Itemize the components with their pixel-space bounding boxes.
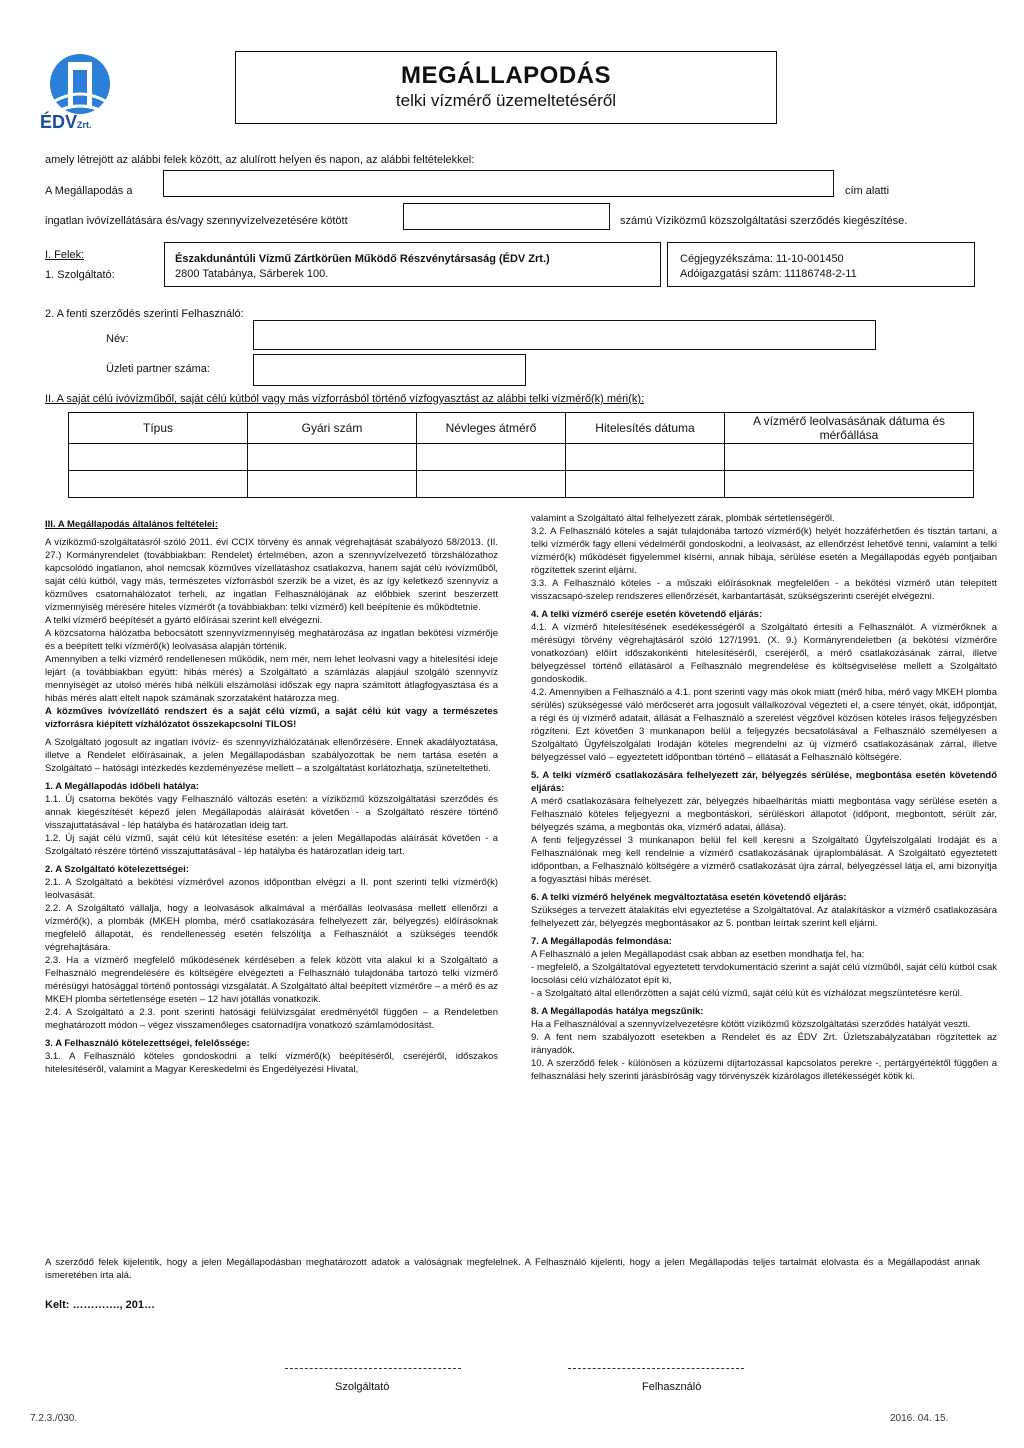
provider-box — [164, 242, 661, 287]
terms-left-paragraph: 1. A Megállapodás időbeli hatálya: — [45, 781, 199, 792]
edv-logo — [38, 48, 122, 138]
terms-left-paragraph: 2. A Szolgáltató kötelezettségei: — [45, 864, 189, 875]
contract-number-field[interactable] — [403, 203, 610, 230]
user-signature-label: Felhasználó — [642, 1381, 702, 1393]
user-heading: 2. A fenti szerződés szerinti Felhasználó: — [45, 308, 244, 320]
terms-left-paragraph: 3.1. A Felhasználó köteles gondoskodni a telki vízmérő(k) beépítéséről, cseréjéről, időszakos hitelesítéséről, valamint a Magyar Kereskedelmi és Engedélyezési Hivatal, — [45, 1051, 498, 1075]
cell-serial[interactable] — [248, 471, 417, 498]
cell-reading[interactable] — [725, 471, 974, 498]
terms-left-paragraph: 2.3. Ha a vízmérő megfelelő működésének kérdésében a felek között vita alakul ki a Szolgáltató a Felhasználó megrendelésére és költségére elvégezteti a Felhasználó tulajdonába tartozó telki vízmérő mérésügyi hatósággal történő pontossági vizsgálatát. A Szolgáltató által beépített vízmérőre – a mérő és az MKEH plomba sértetlensége esetén – 12 havi jótállás vonatkozik. — [45, 955, 498, 1005]
cell-type[interactable] — [69, 444, 248, 471]
cell-certification-date[interactable] — [566, 444, 725, 471]
terms-right-paragraph: 3.3. A Felhasználó köteles - a műszaki előírásoknak megfelelően - a bekötési vízmérő után telepített visszacsapó-szelep rendszeres ellenőrzését, karbantartását, szükségszerinti cseréjét elvégezni. — [531, 578, 997, 602]
table-row — [69, 471, 974, 498]
terms-right-paragraph: 7. A Megállapodás felmondása: — [531, 936, 672, 947]
terms-right-paragraph: A mérő csatlakozására felhelyezett zár, bélyegzés hibaelhárítás miatti megbontása vagy sérülése esetén a Felhasználó köteles feljegyezni a megbontáskori, sérüléskori állapotot (időpont, megbontott, sérült zár, bélyegzés száma, a megbontás oka, vízmérő adatai, állása). — [531, 796, 997, 833]
terms-right-paragraph: 9. A fent nem szabályozott esetekben a Rendelet és az ÉDV Zrt. Üzletszabályzatában rögzítettek az irányadók. — [531, 1032, 997, 1056]
terms-left-paragraph: A telki vízmérő beépítését a gyártó előírásai szerint kell elvégezni. — [45, 615, 323, 626]
terms-left-paragraph: 1.1. Új csatorna bekötés vagy Felhasználó változás esetén: a víziközmű közszolgáltatási szerződés és annak kiegészítését képező jelen Megállapodás aláírását követően - a Szolgáltató részére történő visszajuttatásával - lép hatályba és határozatlan ideig tart. — [45, 794, 498, 831]
logo-suffix: Zrt. — [77, 120, 92, 130]
company-reg-number: Cégjegyzékszáma: 11-10-001450 — [680, 253, 844, 265]
terms-right-paragraph: 10. A szerződő felek - különösen a közüzemi díjtartozással kapcsolatos perekre -, pertárgyértéktől függően a felhasználási hely szerinti járásbíróság vagy törvényszék kizárólagos illetékességét kötik ki. — [531, 1058, 997, 1082]
terms-left-paragraph: Amennyiben a telki vízmérő rendellenesen működik, nem mér, nem lehet leolvasni vagy a hitelesítési ideje lejárt (a továbbiakban együtt: hibás mérés) a Szolgáltató a számlázás alapjául szolgáló szennyvíz mennyiségét az utolsó mérés hibá nélküli elszámolási időszak egy napra számított átlagfogyasztása és a hibás mérés alatt eltelt napok számának szorzataként határozza meg. — [45, 654, 498, 704]
terms-right-paragraph: 3.2. A Felhasználó köteles a saját tulajdonába tartozó vízmérő(k) helyét hozzáférhetően és tisztán tartani, a telki vízmérők fagy elleni védelméről gondoskodni, a leolvasást, az ellenőrzést lehetővé tenni, valamint a telki vízmérő(k) működését figyelemmel kísérni, annak hibája, sérülése esetén a Megállapodás egyéb pontjaiban rögzítettek szerint eljárni. — [531, 526, 997, 576]
terms-left-paragraph: 1.2. Új saját célú vízmű, saját célú kút létesítése esetén: a jelen Megállapodás aláírását követően - a Szolgáltató részére történő visszajuttatásával - lép hatályba és határozatlan ideig tart. — [45, 833, 498, 857]
terms-right-paragraph: A Felhasználó a jelen Megállapodást csak abban az esetben mondhatja fel, ha: — [531, 949, 865, 960]
meter-table-header — [69, 413, 974, 444]
form-date: 2016. 04. 15. — [890, 1413, 949, 1424]
terms-left-column — [45, 518, 498, 1258]
terms-left-paragraph: III. A Megállapodás általános feltételei: — [45, 519, 218, 530]
terms-right-paragraph: A fenti feljegyzéssel 3 munkanapon belül fel kell keresni a Szolgáltató Ügyfélszolgálati Irodáját és a Felhasználónak meg kell rendelnie a vízmérő csatlakozásának újraplombálását. A Szolgáltató egyeztetett időpontban, a Felhasználó költségére a vízmérő csatlakozását újra zárral, bélyegzéssel látja el, ami bizonyítja a fogyasztási hibás mérését. — [531, 835, 997, 885]
terms-left-paragraph: 2.1. A Szolgáltató a bekötési vízmérővel azonos időpontban elvégzi a II. pont szerinti telki vízmérő(k) leolvasását. — [45, 877, 498, 901]
closing-statement: A szerződő felek kijelentik, hogy a jelen Megállapodásban meghatározott adatok a valóságnak megfelelnek. A Felhasználó kijelenti, hogy a jelen Megállapodás teljes tartalmát elolvasta és a Megállapodást annak ismeretében írta alá. — [45, 1257, 980, 1281]
terms-right-paragraph: 4.1. A vízmérő hitelesítésének esedékességéről a Szolgáltató értesíti a Felhasználót. A vízmérőknek a mérésügyi törvény végrehajtásáról szóló 127/1991. (X. 9.) Kormányrendeletben (a bekötési vízmérőre vonatkozóan) előírt időszakonkénti hitelesítéséről, cseréjéről, a mérő csatlakozásának zárral, illetve bélyegzéssel történő ellátásáról a Felhasználó megrendelése és költségviselése mellett a Szolgáltató gondoskodik. — [531, 622, 997, 685]
section-2-title — [45, 392, 644, 406]
terms-right-paragraph: 4.2. Amennyiben a Felhasználó a 4.1. pont szerinti vagy más okok miatt (mérő hiba, mérő vagy MKEH plomba sérülés) szükségessé váló mérőcserét arra jogosult vállalkozóval végezteti el, a csere tényét, okát, időpontját, a régi és új vízmérő adatait, állását a Felhasználó a szerelést végzővel közösen köteles írásos feljegyzésben rögzíteni. Ezt követően 3 munkanapon belül a feljegyzés becsatolásával a Felhasználó személyesen a Szolgáltató Ügyfélszolgálati Irodáján köteles megrendelni az új vízmérő csatlakozásának zárral, illetve bélyegzéssel való – egyeztetett időpontban történő – ellátását a Felhasználó költségére. — [531, 687, 997, 763]
terms-left-paragraph: A közcsatorna hálózatba bebocsátott szennyvízmennyiség meghatározása az ingatlan bekötési vízmérője és a beépített telki vízmérő(k) leolvasása alapján történik. — [45, 628, 498, 652]
table-row — [69, 444, 974, 471]
cell-certification-date[interactable] — [566, 471, 725, 498]
form-code: 7.2.3./030. — [30, 1413, 78, 1424]
provider-ids-box — [667, 242, 975, 287]
logo-text: ÉDV — [40, 112, 78, 132]
user-name-label: Név: — [106, 333, 129, 345]
provider-signature-line — [285, 1368, 461, 1369]
page-subtitle: telki vízmérő üzemeltetéséről — [395, 91, 617, 110]
cell-type[interactable] — [69, 471, 248, 498]
terms-right-paragraph: - megfelelő, a Szolgáltatóval egyeztetett tervdokumentáció szerint a saját célú vízműből, saját célú kútból csak locsolási célú vízhálózatot épít ki, — [531, 962, 997, 986]
cell-reading[interactable] — [725, 444, 974, 471]
terms-left-paragraph: A Szolgáltató jogosult az ingatlan ivóvíz- és szennyvízhálózatának ellenőrzésére. Ennek akadályoztatása, illetve a Rendelet előírásainak, a jelen Megállapodásban szabályozottak be nem tartása esetén a Szolgáltató – hatósági intézkedés kezdeményezése mellett – a szolgáltatást korlátozhatja, szüneteltetheti. — [45, 737, 498, 774]
user-signature-line — [568, 1368, 744, 1369]
terms-left-paragraph: A közműves ivóvízellátó rendszert és a saját célú vízmű, a saját célú kút vagy a természetes vízforrásra kiépített vízhálózatot összekapcsolni TILOS! — [45, 706, 498, 730]
user-name-field[interactable] — [253, 320, 876, 350]
date-line: Kelt: …………., 201… — [45, 1299, 156, 1311]
tax-number: Adóigazgatási szám: 11186748-2-11 — [680, 268, 857, 280]
terms-left-paragraph: 2.2. A Szolgáltató vállalja, hogy a leolvasások alkalmával a mérőállás leolvasása mellett ellenőrzi a vízmérő(k), a plombák (MKEH plomba, mérő csatlakozására felhelyezett zár, bélyegzés) előírásoknak megfelelő állapotát, és rendellenesség esetén felszólítja a Felhasználót a szükséges teendők végrehajtására. — [45, 903, 498, 953]
col-type: Típus — [69, 413, 248, 444]
terms-right-paragraph: 6. A telki vízmérő helyének megváltoztatása esetén követendő eljárás: — [531, 892, 847, 903]
title-box — [235, 51, 777, 124]
parties-heading: I. Felek: — [45, 249, 85, 261]
terms-right-paragraph: valamint a Szolgáltató által felhelyezett zárak, plombák sértetlenségéről. — [531, 513, 835, 524]
cell-serial[interactable] — [248, 444, 417, 471]
intro-text: amely létrejött az alábbi felek között, az alulírott helyen és napon, az alábbi feltételekkel: — [45, 154, 475, 166]
terms-right-paragraph: Szükséges a tervezett átalakítás elvi egyeztetése a Szolgáltatóval. Az átalakításkor a vízmérő csatlakozására felhelyezett zár, bélyegzés megbontásakor az 5. pontban leírtak szerint kell eljárni. — [531, 905, 997, 929]
cell-diameter[interactable] — [417, 444, 566, 471]
terms-left-paragraph: 3. A Felhasználó kötelezettségei, felelőssége: — [45, 1038, 250, 1049]
terms-right-paragraph: Ha a Felhasználóval a szennyvízelvezetésre kötött víziközmű közszolgáltatási szerződés hatályát veszti. — [531, 1019, 971, 1030]
page-title: MEGÁLLAPODÁS — [401, 62, 611, 89]
agreement-address-label: A Megállapodás a — [45, 185, 133, 197]
terms-left-paragraph: A víziközmű-szolgáltatásról szóló 2011. évi CCIX törvény és annak végrehajtását szabályozó 58/2013. (II. 27.) Kormányrendelet (továbbiakban: Rendelet) értelmében, azon a szennyvízelvezető törzshálózathoz kapcsolódó ingatlanon, ahol nemcsak közműves vízellátáshoz csatlakozva, hanem saját célú ivóvízműből, saját célú kútból, vagy más, természetes vízforrásból szerzik be a vizet, és az így keletkező szennyvíz a közműves csatornahálózatot terheli, az ingatlan Felhasználójának az előbbiek szerint beszerzett vízmennyiség mérésére hiteles vízmérőt (a továbbiakban: telki vízmérő) kell beépítenie és működtetnie. — [45, 537, 498, 613]
col-serial: Gyári szám — [248, 413, 417, 444]
agreement-address-field[interactable] — [163, 170, 834, 197]
partner-number-field[interactable] — [253, 354, 526, 386]
col-certification-date: Hitelesítés dátuma — [566, 413, 725, 444]
agreement-address-suffix: cím alatti — [845, 185, 890, 197]
provider-signature-label: Szolgáltató — [335, 1381, 390, 1393]
terms-right-paragraph: - a Szolgáltató által ellenőrzötten a saját célú vízmű, saját célú kút és vízhálózat megszüntetésre kerül. — [531, 988, 963, 999]
terms-right-paragraph: 5. A telki vízmérő csatlakozására felhelyezett zár, bélyegzés sérülése, megbontása esetén követendő eljárás: — [531, 770, 997, 794]
terms-left-paragraph: 2.4. A Szolgáltató a 2.3. pont szerinti hatósági felülvizsgálat eredményétől függően – a Rendeletben meghatározott módon – végez visszamenőleges csatornadíjra vonatkozó számlamódosítást. — [45, 1007, 498, 1031]
meter-table — [68, 412, 974, 498]
col-reading: A vízmérő leolvasásának dátuma és mérőállása — [725, 413, 974, 444]
terms-right-column — [531, 512, 997, 1257]
section-2-title-text: II. A saját célú ivóvízműből, saját célú kútból vagy más vízforrásból történő vízfogyasztást az alábbi telki vízmérő(k) méri(k): — [45, 393, 645, 405]
terms-right-paragraph: 4. A telki vízmérő cseréje esetén követendő eljárás: — [531, 609, 763, 620]
terms-right-paragraph: 8. A Megállapodás hatálya megszűnik: — [531, 1006, 704, 1017]
provider-name: Északdunántúli Vízmű Zártkörűen Működő Részvénytársaság (ÉDV Zrt.) — [175, 253, 550, 265]
partner-number-label: Üzleti partner száma: — [106, 363, 210, 375]
col-diameter: Névleges átmérő — [417, 413, 566, 444]
contract-number-label: ingatlan ivóvízellátására és/vagy szennyvízelvezetésére kötött — [45, 215, 348, 227]
provider-address: 2800 Tatabánya, Sárberek 100. — [175, 268, 329, 280]
cell-diameter[interactable] — [417, 471, 566, 498]
contract-number-suffix: számú Víziközmű közszolgáltatási szerződés kiegészítése. — [620, 215, 908, 227]
provider-label: 1. Szolgáltató: — [45, 269, 115, 281]
